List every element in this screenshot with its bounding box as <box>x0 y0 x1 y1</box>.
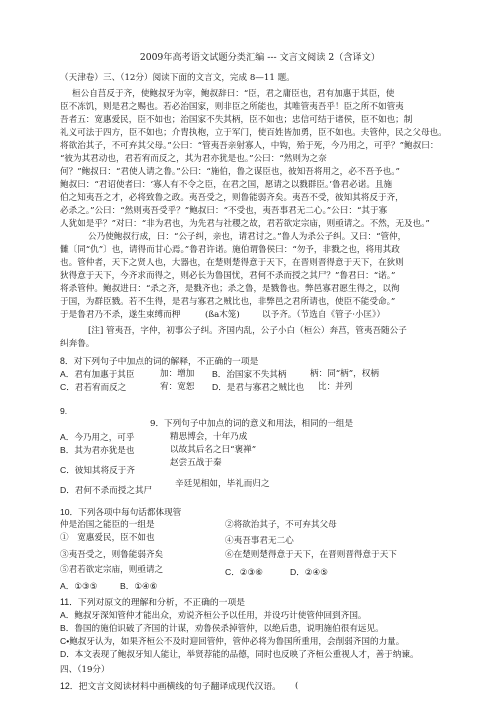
question-10-stem: 10．下列各项中每句话都体现管 <box>60 507 182 517</box>
passage-line: 臣不冻饥，则是君之赐也。若必治国家，则非臣之所能也，其唯管夷吾乎！臣之所不如管夷 <box>60 102 404 112</box>
q10-item-3: ③夷吾受之，则鲁能弱齐矣 <box>60 550 164 560</box>
q10-item-1: ① 宽惠爱民，臣不如也 <box>60 533 155 543</box>
passage-line: 何？”鲍叔曰：“君使人请之鲁。”公曰：“施伯，鲁之谋臣也，彼知吾将用之，必不吾予也。” <box>60 167 400 177</box>
q8-option-b[interactable]: B．治国家不失其柄 <box>212 369 287 379</box>
question-11-stem: 11．下列对原文的理解和分析，不正确的一项是 <box>60 597 246 607</box>
open-paren: ( <box>295 681 299 691</box>
passage-line: 吾者五：宽惠爱民，臣不如也；治国家不失其柄，臣不如也；忠信可结于诸侯，臣不如也；制 <box>60 115 413 125</box>
question-9-number: 9. <box>60 406 68 416</box>
q11-option-a[interactable]: A．鲍叔牙深知管仲才能出众，劝说齐桓公予以任用，并设巧计使管仲回到齐国。 <box>60 610 367 620</box>
passage-line: 桓公自莒反于齐，使鲍叔牙为宰，鲍叔辞曰：“臣，君之庸臣也，君有加惠于其臣，使 <box>72 89 395 99</box>
passage-note: 纠奔鲁。 <box>60 339 95 349</box>
passage-line: 于国，为群臣戮。若不生得，是君与寡君之贼比也，非弊邑之君所请也，使臣不能受命。” <box>60 297 396 307</box>
q9-option-c-compare: 赵尝五战于秦 <box>170 458 222 468</box>
q9-option-c[interactable]: C．彼知其将反于齐 <box>60 465 135 475</box>
passage-note: [注] 管夷吾，字仲，初事公子纠。齐国内乱，公子小白（桓公）奔莒，管夷吾随公子 <box>88 326 407 336</box>
passage-line: 狄得意于天下，今齐求而得之，则必长为鲁国忧，君何不杀而授之其尸？”鲁君曰：“诺。” <box>60 271 396 281</box>
passage-line: 于是鲁君乃不杀，遂生束缚而柙 <box>60 310 181 320</box>
q9-option-d[interactable]: D．君何不杀而授之其尸 <box>60 485 153 495</box>
q8-option-a-gloss: 加：增加 <box>160 369 195 379</box>
question-12-stem: 12．把文言文阅读材料中画横线的句子翻译成现代汉语。 <box>60 681 281 691</box>
passage-line: 将欲治其子，不可弃其父母。”公曰：“管夷吾亲射寡人，中钩，殆于死，今乃用之，可乎？”鲍叔曰： <box>60 141 439 151</box>
q9-option-d-compare: 辛廷见相如，毕礼而归之 <box>175 479 270 489</box>
q10-item-4: ④夷吾事君无二心 <box>225 536 294 546</box>
passage-line: 雠〔同“仇”〕也，请得而甘心焉。”鲁君许诺。施伯谓鲁侯曰：“勿予，非戮之也，将用其政 <box>60 245 400 255</box>
question-10-stem-cont: 仲是治国之能臣的一组是 <box>60 520 155 530</box>
q10-option-b[interactable]: B．①④⑥ <box>120 581 158 591</box>
passage-line: 也。管仲者，天下之贤人也，大器也，在楚则楚得意于天下，在晋则晋得意于天下，在狄则 <box>60 258 404 268</box>
q10-option-a[interactable]: A．①③⑤ <box>60 581 98 591</box>
question-9-stem: 9．下列句子中加点的词的意义和用法，相同的一组是 <box>150 419 354 429</box>
q8-option-d-gloss: 比：并列 <box>318 382 353 392</box>
q8-option-b-gloss: 柄：同“柄”，权柄 <box>310 369 379 379</box>
q11-option-c[interactable]: C•鲍叔牙认为，如果齐桓公不及时迎回管仲，管仲必将为鲁国所重用，会削弱齐国的力量。 <box>60 636 405 646</box>
q9-option-a-compare: 精思博会，十年乃成 <box>170 432 248 442</box>
q8-option-d[interactable]: D．是君与寡君之贼比也 <box>212 382 305 392</box>
passage-line: 人犹如是乎？”对曰：“非为君也，为先君与社稷之故，君若欲定宗庙，则亟请之。不然，无及也。” <box>60 219 430 229</box>
passage-line: 伯之知夷吾之才，必将致鲁之政。夷吾受之，则鲁能弱齐矣。夷吾不受，彼知其将反于齐， <box>60 193 404 203</box>
passage-source: 以予齐。（节选自《管子·小匡》） <box>262 310 386 320</box>
document-title: 2009年高考语文试题分类汇编 --- 文言文阅读 2（含译文） <box>139 52 381 63</box>
q9-option-b[interactable]: B．其为君亦犹是也 <box>60 445 135 455</box>
cut-text: (ßa木笼) <box>205 310 240 320</box>
passage-line: “彼为其君动也，君若宥而反之，其为君亦犹是也。”公曰：“然则为之奈 <box>60 154 327 164</box>
question-8-stem: 8．对下列句子中加点的词的解释，不正确的一项是 <box>60 356 259 366</box>
q10-option-c[interactable]: C．②③⑥ <box>225 567 263 577</box>
q8-option-c[interactable]: C．君若宥而反之 <box>60 382 127 392</box>
q11-option-b[interactable]: B．鲁国的施伯识破了齐国的计谋，劝鲁侯杀掉管仲，以绝后患，说明施伯很有远见。 <box>60 623 384 633</box>
q11-option-d[interactable]: D．本文表现了鲍叔牙知人能让，举贤荐能的品德，同时也反映了齐桓公重视人才，善于纳谏。 <box>60 649 419 659</box>
q10-item-6: ⑥在楚则楚得意于天下，在晋则晋得意于天下 <box>225 550 397 560</box>
passage-line: 将杀管仲。鲍叔进曰：“杀之齐，是戮齐也；杀之鲁，是戮鲁也。弊邑寡君愿生得之，以徇 <box>60 284 400 294</box>
section-4-heading: 四、（19分） <box>60 665 110 675</box>
q9-option-b-compare: 以故其后名之曰“褒禅” <box>170 445 257 455</box>
passage-line: 公乃使鲍叔行成，曰：“公子纠，亲也，请君讨之。”鲁人为杀公子纠。又曰：“管仲， <box>88 232 407 242</box>
section-intro: （天津卷）三、（12分）阅读下面的文言文，完成 8—11 题。 <box>60 73 295 83</box>
passage-line: 礼义可法于四方，臣不如也；介胄执枹，立于军门，使百姓皆加勇，臣不如也。夫管仲，民之父母也。 <box>60 128 447 138</box>
q10-option-d[interactable]: D．②④⑤ <box>290 567 328 577</box>
q10-item-2: ②将欲治其子，不可弃其父母 <box>225 520 337 530</box>
passage-line: 鲍叔曰：“君诏使者曰：‘寡人有不令之臣，在君之国，愿请之以戮群臣。’鲁君必诺。且施 <box>60 180 393 190</box>
passage-line: 必杀之。”公曰：“然则夷吾受乎？”鲍叔曰：“不受也，夷吾事君无二心。”公曰：“其于寡 <box>60 206 388 216</box>
q9-option-a[interactable]: A．今乃用之，可乎 <box>60 432 135 442</box>
q8-option-c-gloss: 宥：宽恕 <box>160 382 195 392</box>
q10-item-5: ⑤君若欲定宗庙，则亟请之 <box>60 565 164 575</box>
q8-option-a[interactable]: A．君有加惠于其臣 <box>60 369 135 379</box>
